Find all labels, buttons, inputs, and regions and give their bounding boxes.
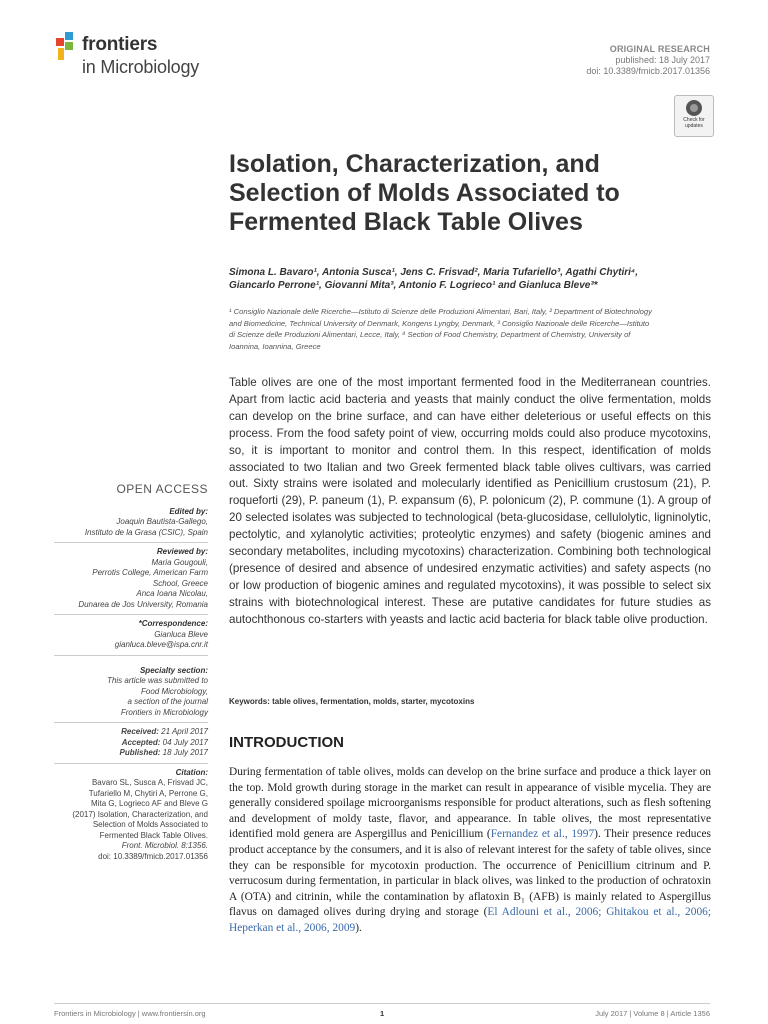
- logo-square-green: [65, 42, 73, 50]
- author-list: [229, 266, 719, 292]
- authors-line: Giancarlo Perrone¹, Giovanni Mita³, Antonio F. Logrieco¹ and Gianluca Bleve³*: [229, 280, 598, 291]
- page-footer: [54, 1003, 710, 1018]
- article-type: ORIGINAL RESEARCH: [609, 44, 710, 54]
- edited-by-block: [54, 507, 208, 544]
- published-date: published: 18 July 2017: [615, 55, 710, 65]
- citation-line: Tufariello M, Chytiri A, Perrone G,: [88, 788, 208, 798]
- published-date-sidebar: Published: 18 July 2017: [119, 748, 208, 757]
- dates-block: [54, 727, 208, 764]
- received-date: Received: 21 April 2017: [121, 727, 208, 736]
- brand-name: frontiers: [82, 34, 158, 55]
- affiliation-line: di Scienze delle Produzioni Alimentari, Lecce, Italy, ⁴ Section of Food Chemistry, Department of Chemistry, University of: [229, 330, 631, 339]
- correspondent-name: Gianluca Bleve: [154, 629, 208, 639]
- correspondence-block: [54, 619, 208, 656]
- citation-line: Front. Microbiol. 8:1356.: [121, 841, 208, 850]
- editor-line: Joaquin Bautista-Gallego,: [116, 517, 208, 526]
- citation-line: Selection of Molds Associated to: [92, 820, 208, 829]
- authors-line: Simona L. Bavaro¹, Antonia Susca¹, Jens C. Frisvad², Maria Tufariello³, Agathi Chytiri⁴,: [229, 267, 638, 278]
- brand-journal: in Microbiology: [82, 57, 200, 77]
- title-line: Fermented Black Table Olives: [229, 208, 583, 236]
- reviewer-line: Perrotis College, American Farm: [92, 568, 208, 577]
- page-number: 1: [380, 1009, 385, 1018]
- logo-square-red: [56, 38, 64, 46]
- title-line: Isolation, Characterization, and: [229, 150, 600, 178]
- article-sidebar: [54, 484, 208, 870]
- citation-line: Mita G, Logrieco AF and Bleve G: [91, 799, 208, 808]
- logo-square-blue: [65, 32, 73, 40]
- article-title: [229, 150, 709, 237]
- specialty-line: Food Microbiology,: [141, 686, 208, 696]
- check-for-updates-button[interactable]: [674, 95, 714, 137]
- introduction-paragraph: [229, 765, 711, 937]
- crossmark-icon: [686, 100, 702, 116]
- edited-by-label: Edited by:: [169, 506, 208, 516]
- accepted-date: Accepted: 04 July 2017: [121, 737, 208, 747]
- affiliation-line: and Biomedicine, Technical University of Denmark, Kongens Lyngby, Denmark, ³ Consiglio Nazionale delle Ricerche—Istituto: [229, 318, 650, 328]
- citation-line: Bavaro SL, Susca A, Frisvad JC,: [91, 778, 208, 787]
- citation-link[interactable]: Fernandez et al., 1997: [490, 828, 595, 841]
- correspondent-email[interactable]: gianluca.bleve@ispa.cnr.it: [114, 640, 208, 649]
- reviewer-line: Dunarea de Jos University, Romania: [78, 599, 208, 609]
- intro-text: ).: [355, 921, 362, 934]
- section-heading-introduction: INTRODUCTION: [229, 734, 344, 751]
- open-access-label: OPEN ACCESS: [116, 482, 208, 496]
- specialty-line: This article was submitted to: [107, 676, 208, 685]
- citation-label: Citation:: [175, 767, 208, 777]
- citation-link[interactable]: El Adlouni et al., 2006; Ghitakou et al., 2006; Heperkan et al., 2006, 2009: [229, 906, 711, 934]
- article-doi[interactable]: doi: 10.3389/fmicb.2017.01356: [586, 66, 710, 76]
- citation-doi[interactable]: doi: 10.3389/fmicb.2017.01356: [98, 851, 208, 861]
- affiliations: [229, 306, 713, 352]
- specialty-line: Frontiers in Microbiology: [120, 707, 208, 717]
- specialty-section-block: [54, 666, 208, 724]
- reviewer-line: Maria Gougouli,: [151, 557, 208, 567]
- footer-journal-link[interactable]: Frontiers in Microbiology | www.frontiersin.org: [54, 1009, 206, 1018]
- logo-square-yellow: [58, 48, 64, 60]
- citation-block: [54, 768, 208, 867]
- correspondence-label: *Correspondence:: [138, 619, 208, 628]
- reviewer-line: School, Greece: [152, 578, 208, 588]
- reviewed-by-label: Reviewed by:: [156, 547, 208, 556]
- citation-line: (2017) Isolation, Characterization, and: [72, 809, 208, 819]
- affiliation-line: Ioannina, Ioannina, Greece: [229, 341, 321, 351]
- citation-line: Fermented Black Table Olives.: [99, 830, 208, 840]
- journal-logo[interactable]: [54, 30, 224, 82]
- reviewed-by-block: [54, 547, 208, 615]
- affiliation-line: ¹ Consiglio Nazionale delle Ricerche—Istituto di Scienze delle Produzioni Alimentari, Bari, Italy, ² Department of Biotechnology: [229, 307, 652, 316]
- check-updates-label: Check for updates: [683, 117, 705, 129]
- editor-line: Instituto de la Grasa (CSIC), Spain: [84, 527, 208, 537]
- abstract: Table olives are one of the most important fermented food in the Mediterranean countries. Apart from lactic acid bacteria and yeasts that mainly conduct the olive fermentation, molds can develop on the brine surface, and can have either deleterious or useful effects on this process. From the food safety point of view, occurring molds could also produce mycotoxins, so, it is important to monitor and control them. In this respect, identification of molds associated to two Italian and two Greek fermented black table olives cultivars, was carried out. Sixty strains were isolated and molecularly identified as Penicillium crustosum (21), P. roqueforti (29), P. paneum (1), P. expansum (6), P. polonicum (2), P. commune (1). A group of 20 selected isolates was subjected to technological (beta-glucosidase, cellulolytic, ligninolytic, pectolytic, and xylanolytic activities; proteolytic enzymes) and safety (biogenic amines and secondary metabolites, including mycotoxins) characterization. Combining both technological (presence of desired and absence of undesired enzymatic activities) and safety aspects (no or low production of biogenic amines and regulated mycotoxins), it was possible to select six strains with biotechnological interest. These are putative candidates for future studies as autochthonous co-starters with yeasts and lactic acid bacteria for black table olive production.: [229, 376, 711, 626]
- specialty-line: a section of the journal: [127, 697, 208, 706]
- frontiers-logo-icon: [54, 32, 78, 62]
- footer-issue-info: July 2017 | Volume 8 | Article 1356: [595, 1009, 710, 1018]
- article-header: [586, 44, 710, 77]
- reviewer-line: Anca Ioana Nicolau,: [136, 589, 208, 598]
- specialty-label: Specialty section:: [139, 665, 208, 675]
- intro-text: During fermentation of table olives, molds can develop on the brine surface and produce a thick layer on the top. Mold growth during storage in the market can result in appearance of visible mycelia. They are generally considered spoilage microorganisms responsible for product alterations, such as flesh softening and development of moldy taste, flavor, and appearance. In table olives, the most representative identified mold genera are Aspergillus and Penicillium (: [229, 766, 711, 841]
- keywords: Keywords: table olives, fermentation, molds, starter, mycotoxins: [229, 697, 475, 706]
- intro-text: ). Their presence reduces product acceptance by the consumers, and it is also of relevant interest for the safety of table olives, since they can be responsible for mycotoxin production. The occurrence of Penicillium citrinum and P. verrucosum during fermentation, in particular in black olives, was linked to the production of ochratoxin A (OTA) and citrinin, while the contamination by aflatoxin B₁ (AFB) is mainly related to Aspergillus flavus on damaged olives during drying and storage (: [229, 828, 711, 919]
- title-line: Selection of Molds Associated to: [229, 179, 620, 207]
